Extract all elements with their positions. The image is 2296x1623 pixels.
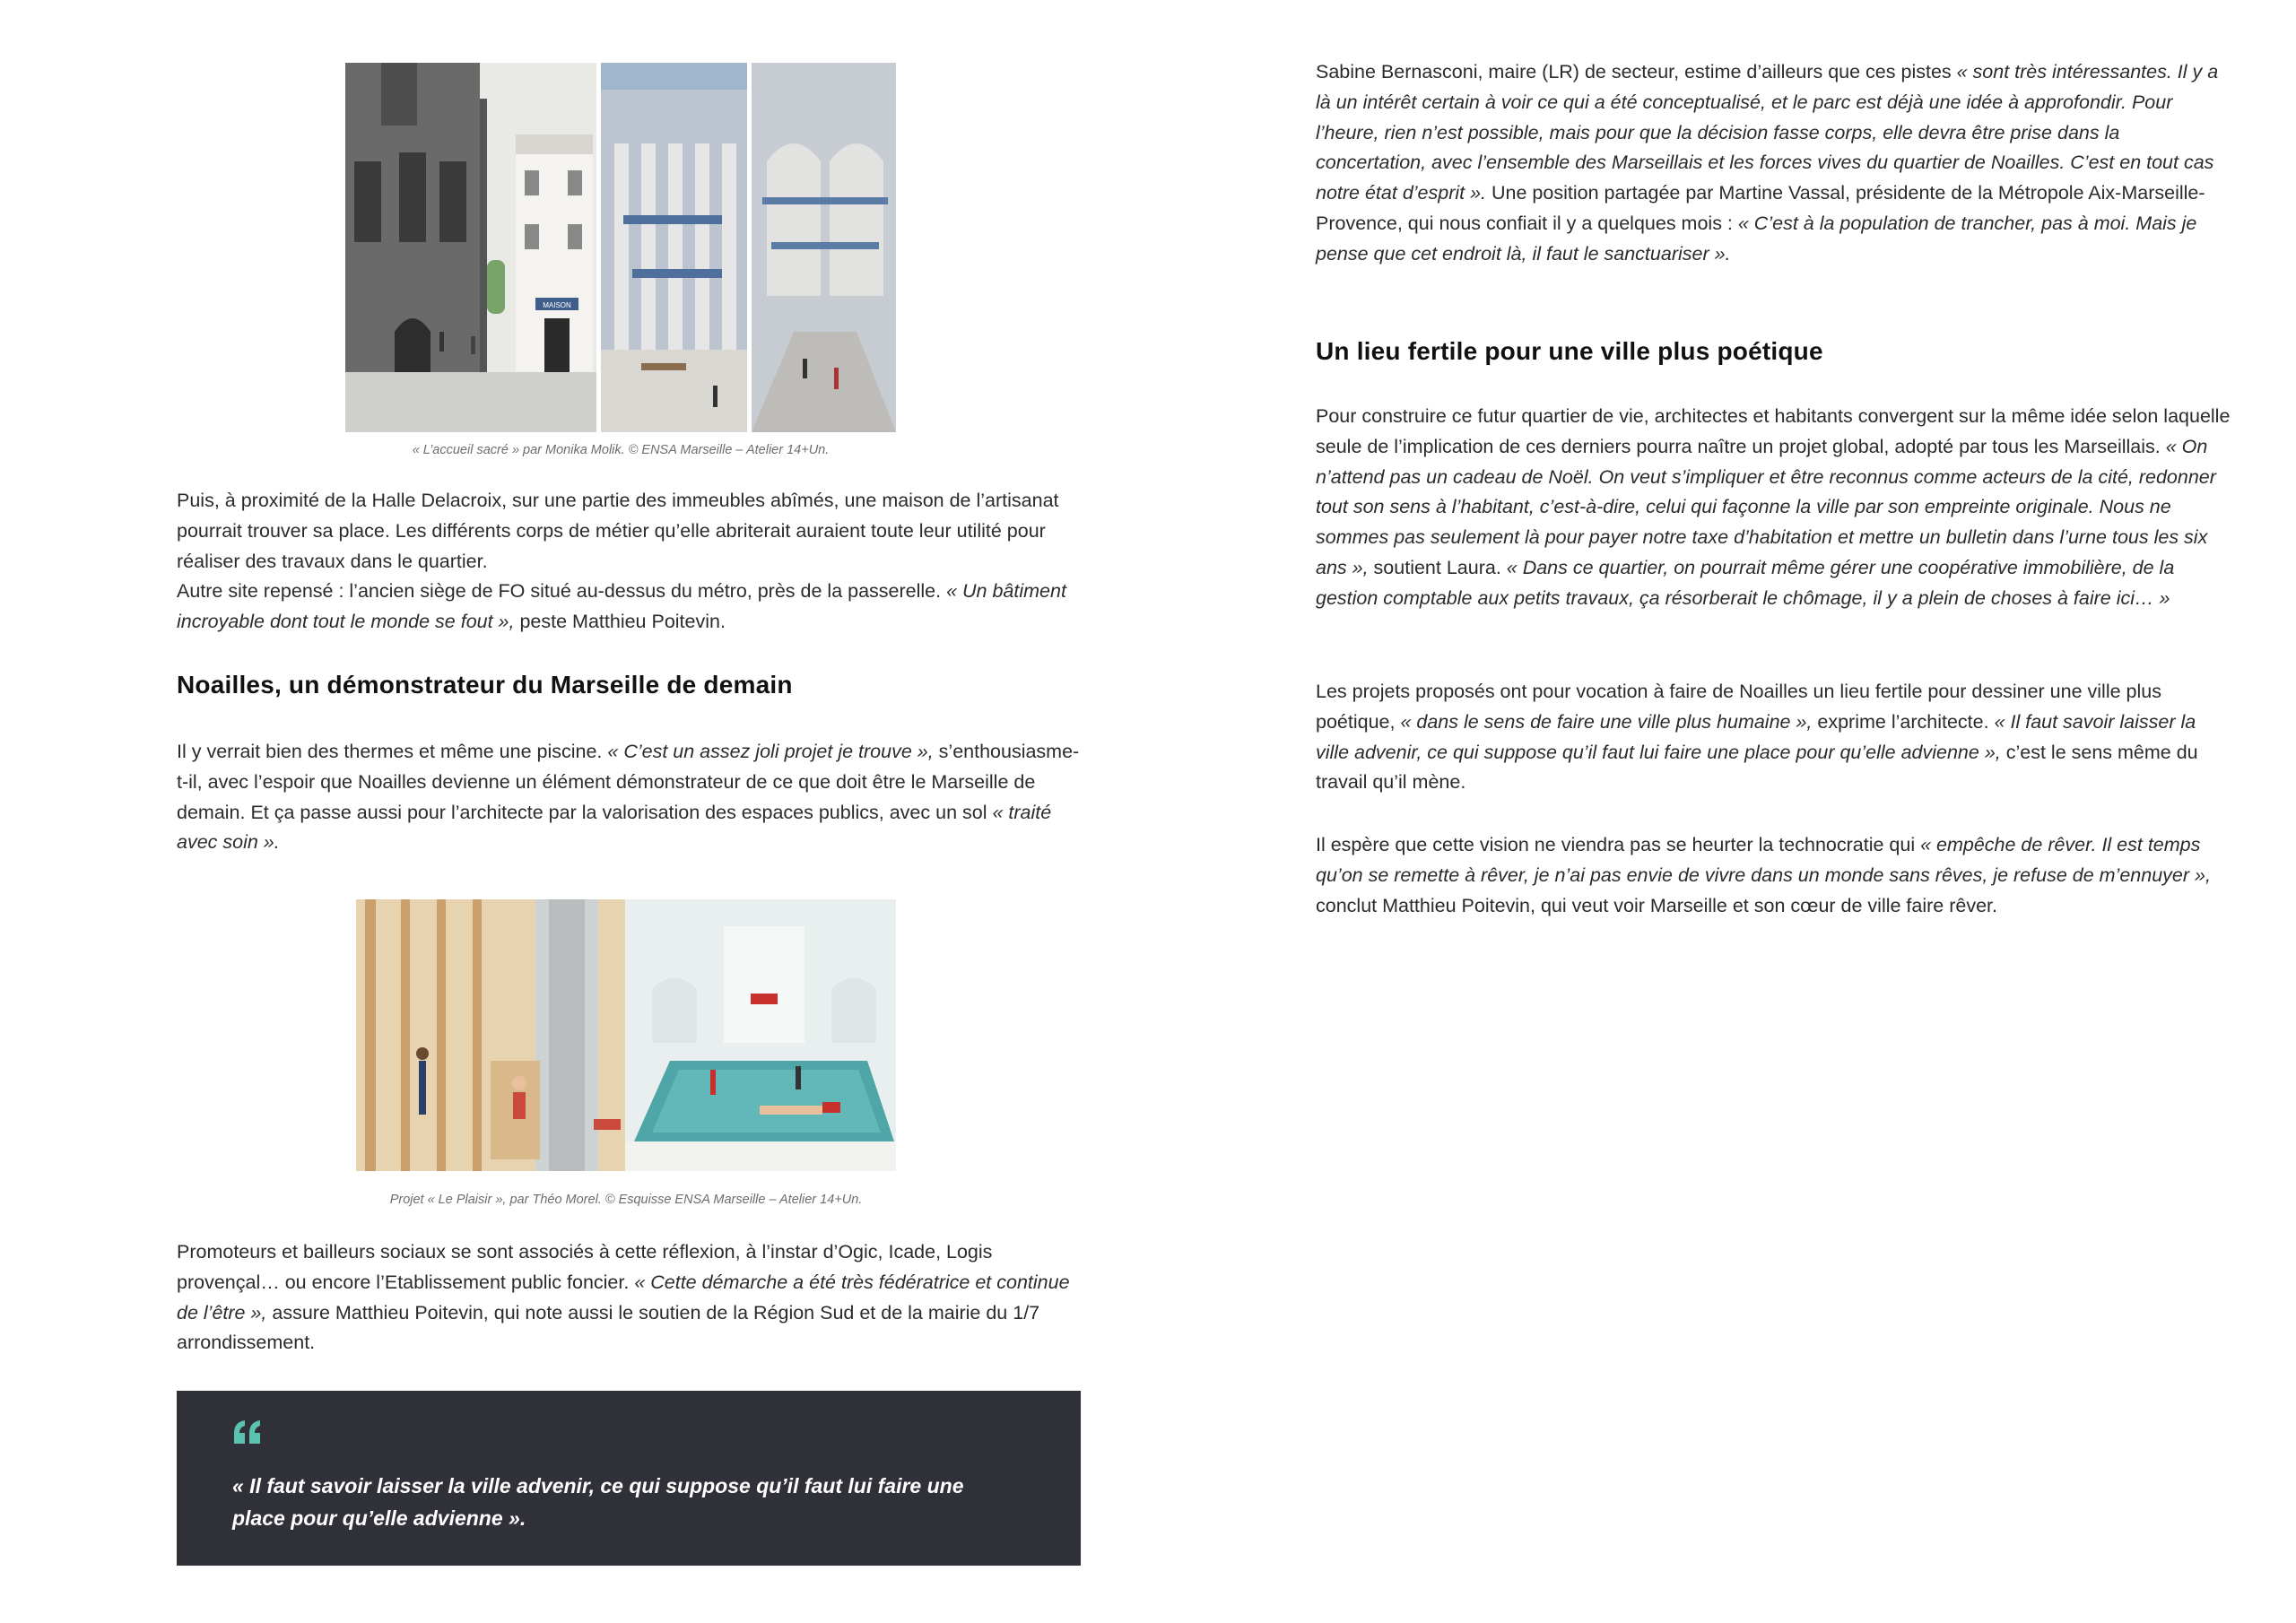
figure-accueil-sacre xyxy=(345,63,896,432)
paragraph-thermes xyxy=(177,737,1081,858)
quote-segment: « C’est un assez joli projet je trouve », xyxy=(607,741,934,762)
text-segment: Il y verrait bien des thermes et même une piscine. xyxy=(177,741,608,762)
text-segment: Il espère que cette vision ne viendra pas se heurter la technocratie qui xyxy=(1316,834,1921,855)
text-segment: exprime l’architecte. xyxy=(1812,710,1995,733)
quote-segment: « C’est à la population de trancher, pas à moi. Mais je pense que cet endroit là, il faut le sanctuariser ». xyxy=(1316,212,2197,265)
pull-quote-block xyxy=(177,1391,1081,1566)
text-segment: conclut Matthieu Poitevin, qui veut voir Marseille et son cœur de ville faire rêver. xyxy=(1316,894,1997,916)
heading-lieu-fertile: Un lieu fertile pour une ville plus poétique xyxy=(1316,337,1823,365)
paragraph-halle xyxy=(177,486,1081,638)
text-segment: Puis, à proximité de la Halle Delacroix, sur une partie des immeubles abîmés, une maison de l’artisanat pourrait trouver sa place. Les différents corps de métier qu’elle abriterait auraient toute leur utilité pour réaliser des travaux dans le quartier. xyxy=(177,490,1059,572)
figure-le-plaisir xyxy=(356,899,896,1171)
paragraph-promoteurs xyxy=(177,1237,1081,1358)
pull-quote-text: « Il faut savoir laisser la ville advenir, ce qui suppose qu’il faut lui faire une place pour qu’elle advienne ». xyxy=(232,1474,964,1530)
paragraph-sabine xyxy=(1316,57,2231,270)
text-segment: Sabine Bernasconi, maire (LR) de secteur, estime d’ailleurs que ces pistes xyxy=(1316,61,1957,82)
paragraph-construire xyxy=(1316,402,2231,614)
text-segment: Promoteurs et bailleurs sociaux se sont associés à cette réflexion, à l’instar d’Ogic, Icade, Logis provençal… ou encore l’Etablissement public foncier. xyxy=(177,1241,993,1293)
illustration-le-plaisir xyxy=(356,899,896,1171)
section-heading xyxy=(177,669,1081,701)
text-segment: Autre site repensé : l’ancien siège de FO situé au-dessus du métro, près de la passerelle. xyxy=(177,580,947,603)
text-segment: soutient Laura. xyxy=(1368,556,1507,578)
quote-segment: « Dans ce quartier, on pourrait même gérer une coopérative immobilière, de la gestion comptable aux petits travaux, ça résorberait le chômage, il y a plein de choses à faire ici… » xyxy=(1316,556,2175,609)
text-segment: c’est le sens même du travail qu’il mène. xyxy=(1316,741,2198,794)
text-segment: Pour construire ce futur quartier de vie, architectes et habitants convergent sur la même idée selon laquelle seule de l’implication de ces derniers pourra naître un projet global, adopté par tous les Marseillais. xyxy=(1316,405,2231,457)
quote-segment: « Il faut savoir laisser la ville advenir, ce qui suppose qu’il faut lui faire une place pour qu’elle advienne », xyxy=(1316,710,2196,763)
quote-mark-icon xyxy=(232,1419,263,1445)
quote-segment: « traité avec soin ». xyxy=(177,801,1052,854)
text-segment: s’enthousiasme-t-il, avec l’espoir que Noailles devienne un élément démonstrateur de ce que doit être le Marseille de demain. Et ça passe aussi pour l’architecte par la valorisation des espaces publics, avec un sol xyxy=(177,741,1080,823)
text-segment: assure Matthieu Poitevin, qui note aussi le soutien de la Région Sud et de la mairie du 1/7 arrondissement. xyxy=(177,1301,1040,1354)
quote-segment: « On n’attend pas un cadeau de Noël. On veut s’impliquer et être reconnus comme acteurs de la cité, redonner tout son sens à l’habitant, c’est-à-dire, celui qui façonne la ville par son empreinte originale. Nous ne sommes pas seulement là pour payer notre taxe d’habitation et mettre un bulletin dans l’urne tous les six ans », xyxy=(1316,435,2216,578)
section-heading xyxy=(1316,335,2231,368)
quote-segment: « empêche de rêver. Il est temps qu’on se remette à rêver, je n’ai pas envie de vivre dans un monde sans rêves, je refuse de m’ennuyer », xyxy=(1316,834,2211,886)
illustration-accueil-sacre xyxy=(345,63,896,432)
text-segment: peste Matthieu Poitevin. xyxy=(514,611,726,633)
quote-segment: « dans le sens de faire une ville plus humaine », xyxy=(1400,710,1813,733)
building-sign-text: MAISON xyxy=(543,301,571,309)
heading-noailles: Noailles, un démonstrateur du Marseille de demain xyxy=(177,671,793,699)
quote-segment: « Un bâtiment incroyable dont tout le monde se fout », xyxy=(177,580,1066,633)
paragraph-projets xyxy=(1316,677,2231,798)
text-segment: Une position partagée par Martine Vassal, présidente de la Métropole Aix-Marseille-Provence, qui nous confiait il y a quelques mois : xyxy=(1316,182,2205,234)
paragraph-espere xyxy=(1316,830,2231,921)
text-segment: Les projets proposés ont pour vocation à faire de Noailles un lieu fertile pour dessiner une ville plus poétique, xyxy=(1316,681,2161,733)
figure-caption: Projet « Le Plaisir », par Théo Morel. © Esquisse ENSA Marseille – Atelier 14+Un. xyxy=(389,1193,863,1207)
quote-segment: « Cette démarche a été très fédératrice et continue de l’être », xyxy=(177,1271,1070,1324)
quote-segment: « sont très intéressantes. Il y a là un intérêt certain à voir ce qui a été conceptualisé, et le parc est déjà une idée à approfondir. Pour l’heure, rien n’est possible, mais pour que la décision fasse corps, elle devra être prise dans la concertation, avec l’ensemble des Marseillais et les forces vives du quartier de Noailles. C’est en tout cas notre état d’esprit ». xyxy=(1316,61,2219,204)
figure-caption: « L’accueil sacré » par Monika Molik. © ENSA Marseille – Atelier 14+Un. xyxy=(412,443,830,457)
